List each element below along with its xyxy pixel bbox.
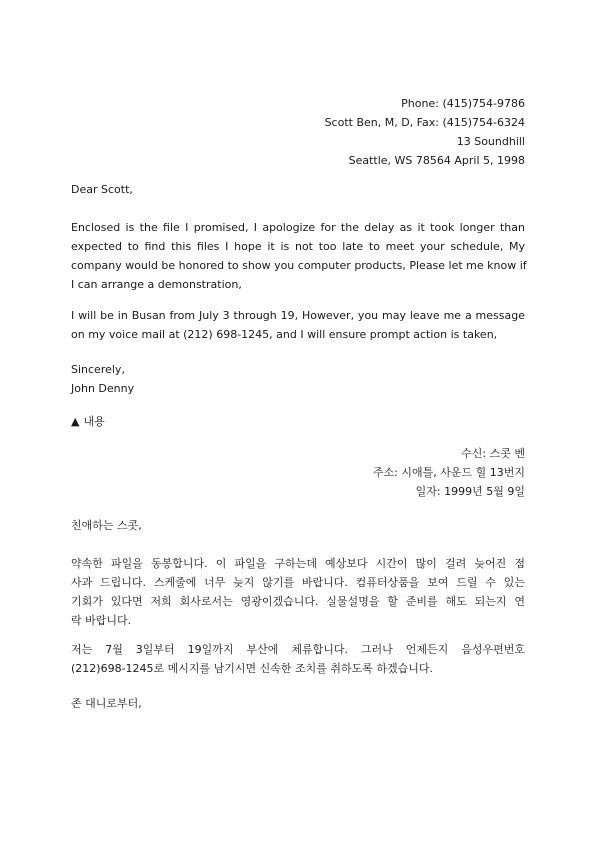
korean-p2-line-1: 저는 7월 3일부터 19일까지 부산에 체류합니다. 그러나 언제든지 음성우편번호 [71,643,525,656]
korean-p1-line-1: 약속한 파일을 동봉합니다. 이 파일을 구하는데 예상보다 시간이 많이 걸려 늦어진 점 [71,557,525,570]
korean-header-recipient: 수신: 스콧 벤 [461,447,525,460]
english-salutation: Dear Scott, [71,183,133,196]
english-signature: John Denny [71,382,135,395]
english-closing-block [71,360,525,398]
english-p2-line-2: on my voice mail at (212) 698-1245, and I will ensure prompt action is taken, [71,328,498,341]
english-closing: Sincerely, [71,363,125,376]
korean-salutation-block [71,516,525,535]
korean-p1-line-2: 사과 드립니다. 스케줄에 너무 늦지 않기를 바랍니다. 컴퓨터상품을 보여 드릴 수 있는 [71,576,525,589]
korean-p1-line-3: 기회가 있다면 저희 회사로서는 영광이겠습니다. 실물설명을 할 준비를 해도 되는지 연 [71,595,525,608]
korean-salutation: 친애하는 스콧, [71,519,142,532]
english-p1-line-1: Enclosed is the file I promised, I apologize for the delay as it took longer than [71,221,525,234]
english-p1-line-3: company would be honored to show you computer products, Please let me know if [71,259,527,272]
section-marker-label: 내용 [83,415,105,428]
korean-header-address: 주소: 시애틀, 사운드 힐 13번지 [372,466,525,479]
header-recipient-fax: Scott Ben, M, D, Fax: (415)754-6324 [324,116,525,129]
korean-closing-block [71,694,525,713]
english-salutation-block [71,180,525,199]
english-header [325,94,525,170]
english-paragraph-2 [71,306,525,344]
english-p1-line-4: I can arrange a demonstration, [71,278,242,291]
korean-p2-line-2: (212)698-1245로 메시지를 남기시면 신속한 조치를 취하도록 하겠습니다. [71,662,434,675]
section-marker [71,412,525,431]
korean-paragraph-2 [71,640,525,678]
korean-header-date: 일자: 1999년 5월 9일 [415,485,525,498]
korean-header [373,444,525,501]
korean-paragraph-1 [71,554,525,630]
english-p1-line-2: expected to find this files I hope it is not too late to meet your schedule, My [71,240,525,253]
header-phone: Phone: (415)754-9786 [401,97,525,110]
header-street: 13 Soundhill [456,135,525,148]
korean-closing: 존 대니로부터, [71,697,142,710]
english-paragraph-1 [71,218,525,294]
triangle-up-icon: ▲ [71,415,80,428]
korean-p1-line-4: 락 바랍니다. [71,614,132,627]
header-city-date: Seattle, WS 78564 April 5, 1998 [348,154,525,167]
english-p2-line-1: I will be in Busan from July 3 through 19, However, you may leave me a message [71,309,525,322]
